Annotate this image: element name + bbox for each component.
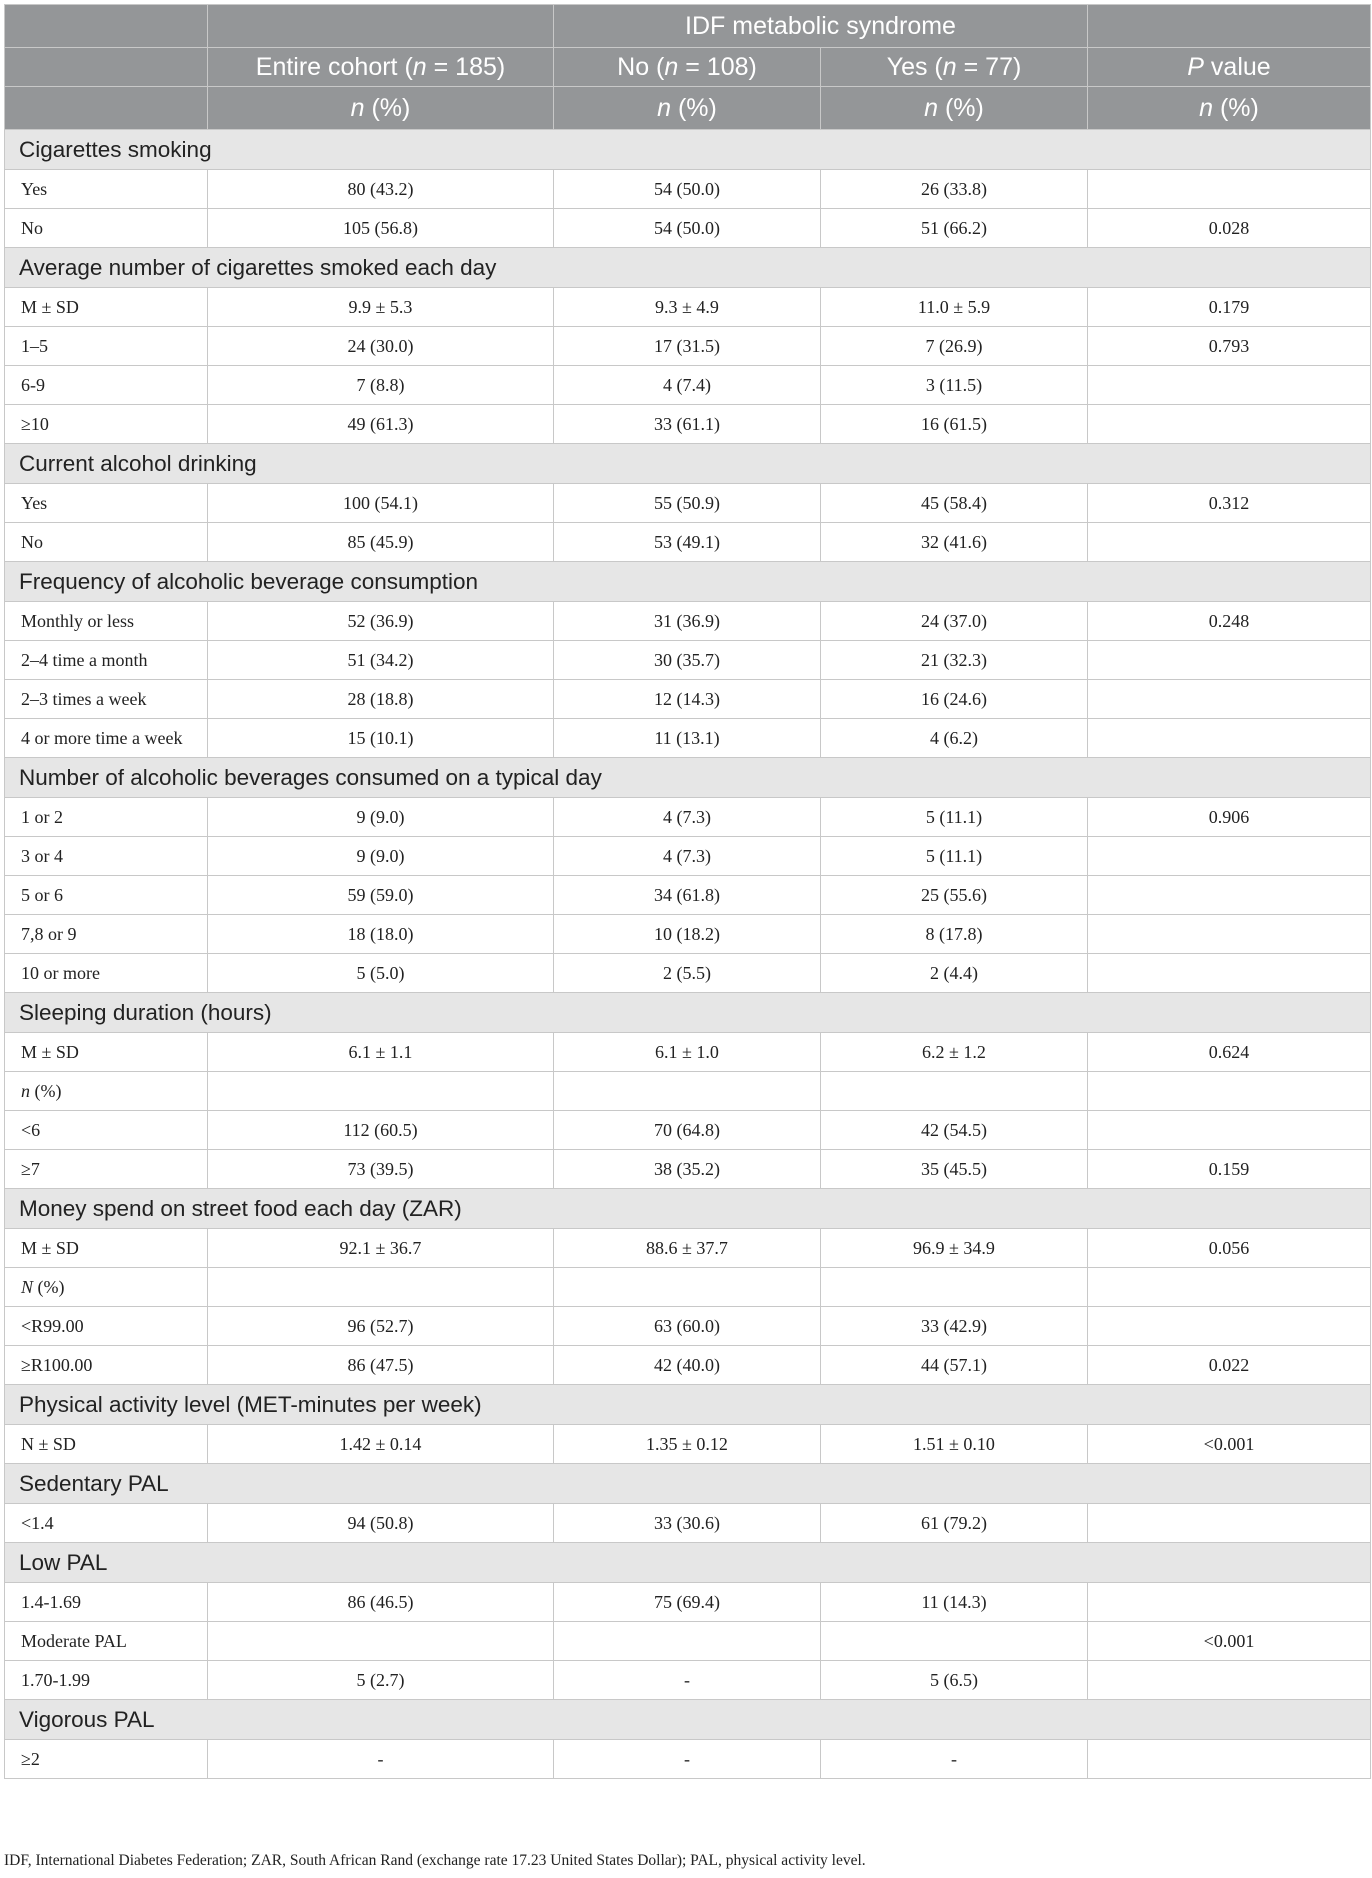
cell-no: 70 (64.8): [554, 1111, 821, 1150]
cell-yes: 26 (33.8): [821, 170, 1088, 209]
cell-yes: 16 (24.6): [821, 680, 1088, 719]
header-blank-cell: [1088, 5, 1371, 48]
cell-p-value: 0.028: [1088, 209, 1371, 248]
section-row: [5, 1464, 1371, 1504]
table-row: [5, 1583, 1371, 1622]
cell-no: 54 (50.0): [554, 170, 821, 209]
header-blank-cell: [5, 5, 208, 48]
cell-p-value: [1088, 954, 1371, 993]
row-label: N ± SD: [5, 1425, 208, 1464]
header-blank-cell: [208, 5, 554, 48]
cell-no: 10 (18.2): [554, 915, 821, 954]
cell-yes: 32 (41.6): [821, 523, 1088, 562]
section-row: [5, 1385, 1371, 1425]
row-label: ≥R100.00: [5, 1346, 208, 1385]
cell-no: 88.6 ± 37.7: [554, 1229, 821, 1268]
cell-no: -: [554, 1661, 821, 1700]
cell-p-value: [1088, 915, 1371, 954]
row-label: 2–4 time a month: [5, 641, 208, 680]
section-row: [5, 1189, 1371, 1229]
cell-no: 54 (50.0): [554, 209, 821, 248]
table-row: [5, 1072, 1371, 1111]
table-container: [4, 4, 1370, 1779]
cell-p-value: [1088, 170, 1371, 209]
table-row: [5, 641, 1371, 680]
cell-no: 53 (49.1): [554, 523, 821, 562]
header-yes: Yes (n = 77): [821, 48, 1088, 87]
cell-no: 63 (60.0): [554, 1307, 821, 1346]
table-row: [5, 209, 1371, 248]
cell-entire-cohort: 86 (46.5): [208, 1583, 554, 1622]
cell-p-value: [1088, 1740, 1371, 1779]
table-row: [5, 1268, 1371, 1307]
cell-yes: 5 (11.1): [821, 837, 1088, 876]
table-header: [5, 5, 1371, 130]
table-row: [5, 170, 1371, 209]
cell-entire-cohort: 18 (18.0): [208, 915, 554, 954]
header-unit: n (%): [1088, 87, 1371, 130]
table-row: [5, 366, 1371, 405]
table-footnote: IDF, International Diabetes Federation; ZAR, South African Rand (exchange rate 17.23 United States Dollar); PAL, physical activity level.: [4, 1852, 866, 1869]
table-row: [5, 680, 1371, 719]
row-label: 1.4-1.69: [5, 1583, 208, 1622]
cell-yes: 44 (57.1): [821, 1346, 1088, 1385]
cell-p-value: 0.056: [1088, 1229, 1371, 1268]
cell-entire-cohort: -: [208, 1740, 554, 1779]
cell-entire-cohort: 105 (56.8): [208, 209, 554, 248]
cell-no: 31 (36.9): [554, 602, 821, 641]
table-row: [5, 484, 1371, 523]
header-unit: n (%): [821, 87, 1088, 130]
cell-no: 38 (35.2): [554, 1150, 821, 1189]
table-row: [5, 327, 1371, 366]
header-unit: n (%): [554, 87, 821, 130]
section-title: Physical activity level (MET-minutes per week): [5, 1385, 1371, 1425]
cell-no: 75 (69.4): [554, 1583, 821, 1622]
row-label: 7,8 or 9: [5, 915, 208, 954]
row-label: N (%): [5, 1268, 208, 1307]
cell-yes: 5 (11.1): [821, 798, 1088, 837]
row-label: 1–5: [5, 327, 208, 366]
section-row: [5, 444, 1371, 484]
cell-entire-cohort: [208, 1622, 554, 1661]
table-row: [5, 1307, 1371, 1346]
cell-p-value: 0.159: [1088, 1150, 1371, 1189]
header-unit: n (%): [208, 87, 554, 130]
row-label: 2–3 times a week: [5, 680, 208, 719]
cell-yes: 7 (26.9): [821, 327, 1088, 366]
cell-yes: 33 (42.9): [821, 1307, 1088, 1346]
cell-entire-cohort: 24 (30.0): [208, 327, 554, 366]
row-label: Yes: [5, 170, 208, 209]
cell-yes: 35 (45.5): [821, 1150, 1088, 1189]
cell-no: 12 (14.3): [554, 680, 821, 719]
cell-p-value: <0.001: [1088, 1622, 1371, 1661]
cell-entire-cohort: 15 (10.1): [208, 719, 554, 758]
cell-yes: 8 (17.8): [821, 915, 1088, 954]
cell-yes: 2 (4.4): [821, 954, 1088, 993]
header-entire-cohort: Entire cohort (n = 185): [208, 48, 554, 87]
row-label: M ± SD: [5, 1033, 208, 1072]
cell-no: 30 (35.7): [554, 641, 821, 680]
cell-yes: [821, 1072, 1088, 1111]
table-row: [5, 405, 1371, 444]
cell-p-value: <0.001: [1088, 1425, 1371, 1464]
cell-entire-cohort: 5 (5.0): [208, 954, 554, 993]
table-body: [5, 130, 1371, 1779]
cell-yes: 5 (6.5): [821, 1661, 1088, 1700]
cell-p-value: 0.248: [1088, 602, 1371, 641]
header-group-idf: IDF metabolic syndrome: [554, 5, 1088, 48]
table-row: [5, 876, 1371, 915]
cell-entire-cohort: 7 (8.8): [208, 366, 554, 405]
section-row: [5, 130, 1371, 170]
row-label: ≥2: [5, 1740, 208, 1779]
table-row: [5, 288, 1371, 327]
cell-no: 2 (5.5): [554, 954, 821, 993]
cell-no: 9.3 ± 4.9: [554, 288, 821, 327]
table-row: [5, 1504, 1371, 1543]
cell-entire-cohort: 9.9 ± 5.3: [208, 288, 554, 327]
cell-yes: 11 (14.3): [821, 1583, 1088, 1622]
row-label: <6: [5, 1111, 208, 1150]
cell-yes: 3 (11.5): [821, 366, 1088, 405]
table-row: [5, 1661, 1371, 1700]
cell-entire-cohort: 49 (61.3): [208, 405, 554, 444]
row-label: ≥10: [5, 405, 208, 444]
cell-entire-cohort: 28 (18.8): [208, 680, 554, 719]
table-row: [5, 837, 1371, 876]
cell-p-value: [1088, 719, 1371, 758]
row-label: 3 or 4: [5, 837, 208, 876]
cell-p-value: [1088, 641, 1371, 680]
cell-entire-cohort: 59 (59.0): [208, 876, 554, 915]
section-row: [5, 562, 1371, 602]
table-row: [5, 523, 1371, 562]
cell-p-value: 0.022: [1088, 1346, 1371, 1385]
cell-no: 4 (7.3): [554, 837, 821, 876]
cell-entire-cohort: 96 (52.7): [208, 1307, 554, 1346]
section-row: [5, 758, 1371, 798]
cell-p-value: [1088, 523, 1371, 562]
cell-entire-cohort: 1.42 ± 0.14: [208, 1425, 554, 1464]
row-label: Yes: [5, 484, 208, 523]
header-no: No (n = 108): [554, 48, 821, 87]
cell-no: 4 (7.4): [554, 366, 821, 405]
cell-entire-cohort: 9 (9.0): [208, 837, 554, 876]
table-row: [5, 1740, 1371, 1779]
row-label: M ± SD: [5, 288, 208, 327]
cell-no: 6.1 ± 1.0: [554, 1033, 821, 1072]
cell-yes: 16 (61.5): [821, 405, 1088, 444]
cell-p-value: [1088, 876, 1371, 915]
table-row: [5, 1150, 1371, 1189]
cell-p-value: 0.906: [1088, 798, 1371, 837]
row-label: Monthly or less: [5, 602, 208, 641]
cell-yes: [821, 1268, 1088, 1307]
cell-entire-cohort: 94 (50.8): [208, 1504, 554, 1543]
cell-p-value: [1088, 405, 1371, 444]
table-row: [5, 719, 1371, 758]
cell-entire-cohort: [208, 1268, 554, 1307]
section-title: Sedentary PAL: [5, 1464, 1371, 1504]
section-row: [5, 1543, 1371, 1583]
cell-p-value: [1088, 837, 1371, 876]
cell-no: 17 (31.5): [554, 327, 821, 366]
header-blank-cell: [5, 87, 208, 130]
table-row: [5, 1425, 1371, 1464]
cell-yes: [821, 1622, 1088, 1661]
section-title: Cigarettes smoking: [5, 130, 1371, 170]
table-row: [5, 1229, 1371, 1268]
row-label: 4 or more time a week: [5, 719, 208, 758]
table-row: [5, 798, 1371, 837]
cell-entire-cohort: 85 (45.9): [208, 523, 554, 562]
cell-entire-cohort: 92.1 ± 36.7: [208, 1229, 554, 1268]
table-row: [5, 1346, 1371, 1385]
cell-no: 33 (61.1): [554, 405, 821, 444]
cell-yes: 25 (55.6): [821, 876, 1088, 915]
row-label: n (%): [5, 1072, 208, 1111]
row-label: 5 or 6: [5, 876, 208, 915]
row-label: <R99.00: [5, 1307, 208, 1346]
row-label: 10 or more: [5, 954, 208, 993]
cell-p-value: [1088, 1504, 1371, 1543]
cell-no: [554, 1072, 821, 1111]
cell-yes: 51 (66.2): [821, 209, 1088, 248]
cell-yes: 45 (58.4): [821, 484, 1088, 523]
row-label: ≥7: [5, 1150, 208, 1189]
header-p-value: P value: [1088, 48, 1371, 87]
cell-p-value: [1088, 366, 1371, 405]
cell-yes: 42 (54.5): [821, 1111, 1088, 1150]
section-row: [5, 1700, 1371, 1740]
section-title: Number of alcoholic beverages consumed on a typical day: [5, 758, 1371, 798]
cell-entire-cohort: 6.1 ± 1.1: [208, 1033, 554, 1072]
cell-p-value: 0.179: [1088, 288, 1371, 327]
cell-entire-cohort: 73 (39.5): [208, 1150, 554, 1189]
cell-yes: 1.51 ± 0.10: [821, 1425, 1088, 1464]
cell-yes: 21 (32.3): [821, 641, 1088, 680]
cell-no: 55 (50.9): [554, 484, 821, 523]
cell-entire-cohort: 86 (47.5): [208, 1346, 554, 1385]
cell-entire-cohort: 100 (54.1): [208, 484, 554, 523]
cell-p-value: [1088, 1111, 1371, 1150]
cell-no: 4 (7.3): [554, 798, 821, 837]
section-title: Sleeping duration (hours): [5, 993, 1371, 1033]
table-row: [5, 954, 1371, 993]
table-row: [5, 602, 1371, 641]
cell-p-value: 0.624: [1088, 1033, 1371, 1072]
cell-no: 1.35 ± 0.12: [554, 1425, 821, 1464]
cell-no: -: [554, 1740, 821, 1779]
row-label: No: [5, 523, 208, 562]
cell-p-value: 0.793: [1088, 327, 1371, 366]
cell-yes: 96.9 ± 34.9: [821, 1229, 1088, 1268]
table-row: [5, 1111, 1371, 1150]
cell-yes: 24 (37.0): [821, 602, 1088, 641]
cell-no: [554, 1268, 821, 1307]
cell-p-value: 0.312: [1088, 484, 1371, 523]
section-title: Frequency of alcoholic beverage consumption: [5, 562, 1371, 602]
table-row: [5, 1033, 1371, 1072]
table-row: [5, 1622, 1371, 1661]
cell-no: 11 (13.1): [554, 719, 821, 758]
cell-entire-cohort: 5 (2.7): [208, 1661, 554, 1700]
row-label: 1 or 2: [5, 798, 208, 837]
cell-yes: 4 (6.2): [821, 719, 1088, 758]
cell-entire-cohort: 112 (60.5): [208, 1111, 554, 1150]
cell-yes: 11.0 ± 5.9: [821, 288, 1088, 327]
cell-no: 34 (61.8): [554, 876, 821, 915]
cell-entire-cohort: [208, 1072, 554, 1111]
cell-yes: 6.2 ± 1.2: [821, 1033, 1088, 1072]
cell-p-value: [1088, 1661, 1371, 1700]
section-title: Average number of cigarettes smoked each day: [5, 248, 1371, 288]
section-row: [5, 993, 1371, 1033]
row-label: M ± SD: [5, 1229, 208, 1268]
cell-no: 42 (40.0): [554, 1346, 821, 1385]
cell-p-value: [1088, 1307, 1371, 1346]
section-title: Money spend on street food each day (ZAR): [5, 1189, 1371, 1229]
cell-entire-cohort: 51 (34.2): [208, 641, 554, 680]
cell-entire-cohort: 52 (36.9): [208, 602, 554, 641]
header-blank-cell: [5, 48, 208, 87]
cell-entire-cohort: 80 (43.2): [208, 170, 554, 209]
section-title: Vigorous PAL: [5, 1700, 1371, 1740]
cell-yes: 61 (79.2): [821, 1504, 1088, 1543]
cell-entire-cohort: 9 (9.0): [208, 798, 554, 837]
row-label: Moderate PAL: [5, 1622, 208, 1661]
table-row: [5, 915, 1371, 954]
row-label: 1.70-1.99: [5, 1661, 208, 1700]
row-label: 6-9: [5, 366, 208, 405]
section-row: [5, 248, 1371, 288]
data-table: [4, 4, 1371, 1779]
cell-p-value: [1088, 1268, 1371, 1307]
cell-no: [554, 1622, 821, 1661]
section-title: Current alcohol drinking: [5, 444, 1371, 484]
cell-no: 33 (30.6): [554, 1504, 821, 1543]
row-label: No: [5, 209, 208, 248]
cell-p-value: [1088, 1072, 1371, 1111]
cell-yes: -: [821, 1740, 1088, 1779]
cell-p-value: [1088, 1583, 1371, 1622]
section-title: Low PAL: [5, 1543, 1371, 1583]
row-label: <1.4: [5, 1504, 208, 1543]
cell-p-value: [1088, 680, 1371, 719]
